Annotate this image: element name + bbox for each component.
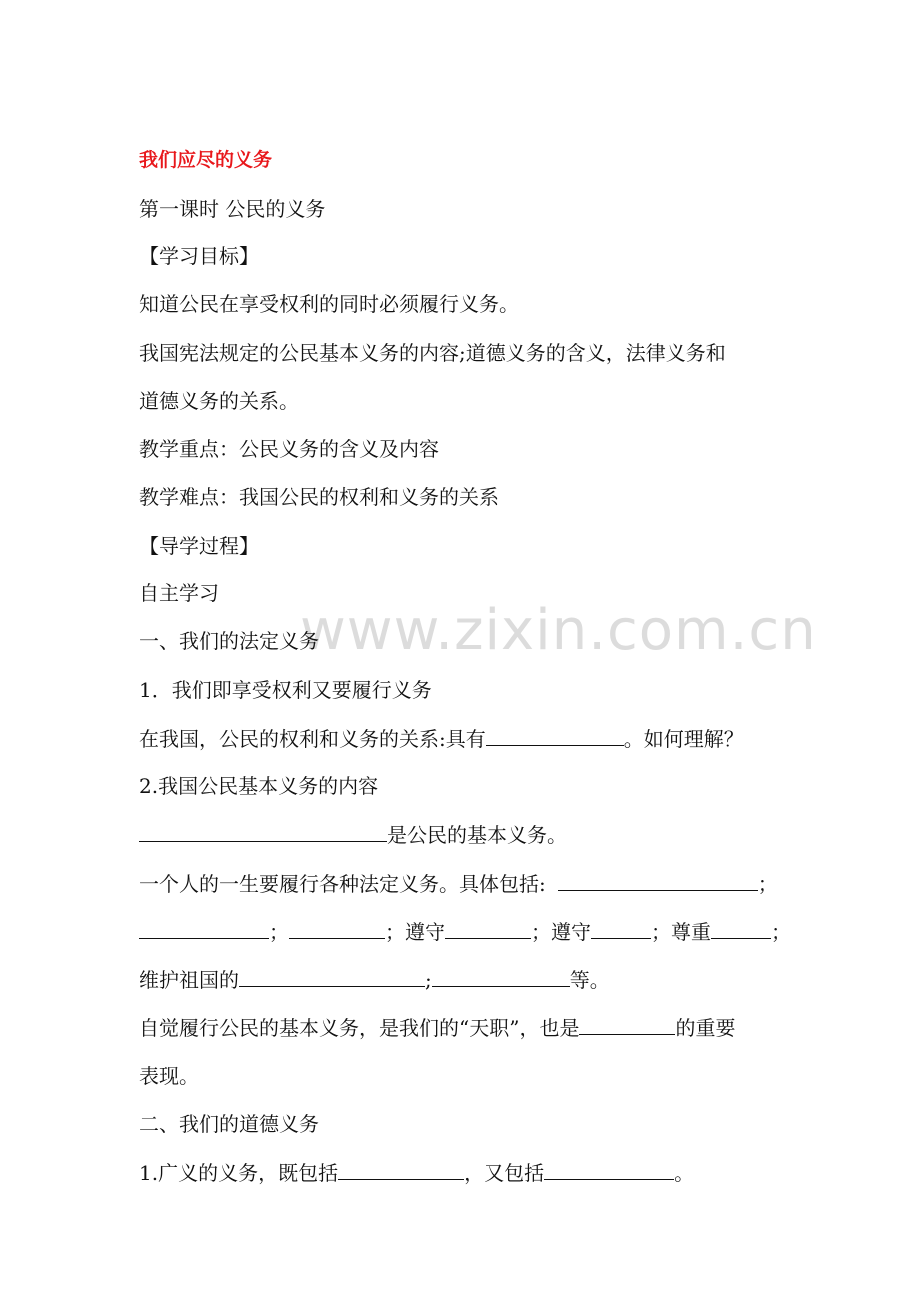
item-1: 1．我们即享受权利又要履行义务 [139, 678, 432, 702]
question-3 [139, 870, 778, 897]
answer-blank[interactable] [432, 966, 570, 987]
answer-blank[interactable] [579, 1014, 675, 1035]
question-5 [139, 966, 610, 993]
item-2: 2.我国公民基本义务的内容 [139, 774, 379, 798]
question-4-sep-1: ； [269, 920, 289, 944]
section-2-heading: 二、我们的道德义务 [139, 1112, 319, 1136]
answer-blank[interactable] [591, 918, 651, 939]
objective-2-line-2: 道德义务的关系。 [139, 389, 299, 413]
answer-blank[interactable] [544, 1159, 674, 1180]
answer-blank[interactable] [558, 870, 758, 891]
question-7-end: 。 [674, 1161, 695, 1185]
difficulty-point: 教学难点：我国公民的权利和义务的关系 [139, 485, 499, 509]
question-6-end: 的重要 [675, 1016, 736, 1040]
question-6-text: 自觉履行公民的基本义务，是我们的“天职”，也是 [139, 1016, 580, 1040]
answer-blank[interactable] [445, 918, 531, 939]
answer-blank[interactable] [289, 918, 385, 939]
question-7-mid: ，又包括 [464, 1161, 545, 1185]
objectives-header: 【学习目标】 [139, 244, 259, 268]
question-6-continued: 表现。 [139, 1064, 199, 1088]
key-point: 教学重点：公民义务的含义及内容 [139, 437, 439, 461]
question-4-end: ； [771, 920, 791, 944]
question-1-end: 。如何理解？ [623, 727, 744, 751]
answer-blank[interactable] [486, 725, 624, 746]
answer-blank[interactable] [239, 966, 425, 987]
process-header: 【导学过程】 [139, 534, 259, 558]
question-4-sep-2: ；遵守 [385, 920, 445, 944]
answer-blank[interactable] [338, 1159, 464, 1180]
answer-blank[interactable] [711, 918, 771, 939]
document-title: 我们应尽的义务 [139, 149, 273, 171]
objective-2-line-1: 我国宪法规定的公民基本义务的内容;道德义务的含义，法律义务和 [139, 341, 726, 365]
section-1-heading: 一、我们的法定义务 [139, 629, 319, 653]
question-5-text: 维护祖国的 [139, 968, 239, 992]
question-2-end: 是公民的基本义务。 [387, 823, 567, 847]
question-2 [139, 821, 567, 848]
answer-blank[interactable] [139, 918, 269, 939]
question-3-end: ； [757, 872, 778, 896]
question-1 [139, 725, 744, 752]
question-6 [139, 1014, 735, 1041]
question-4-sep-4: ；尊重 [651, 920, 711, 944]
objective-1: 知道公民在享受权利的同时必须履行义务。 [139, 292, 519, 316]
question-3-text: 一个人的一生要履行各种法定义务。具体包括: [139, 872, 546, 896]
answer-blank[interactable] [139, 821, 387, 842]
question-7 [139, 1159, 694, 1186]
self-study-heading: 自主学习 [139, 581, 219, 605]
question-4 [139, 918, 791, 945]
question-5-sep: ; [425, 968, 432, 992]
question-1-text: 在我国，公民的权利和义务的关系:具有 [139, 727, 486, 751]
watermark: www.zixin.com.cn [300, 598, 817, 663]
question-4-sep-3: ；遵守 [531, 920, 591, 944]
question-5-end: 等。 [569, 968, 610, 992]
lesson-heading: 第一课时 公民的义务 [139, 197, 326, 221]
question-7-text: 1.广义的义务，既包括 [139, 1161, 339, 1185]
